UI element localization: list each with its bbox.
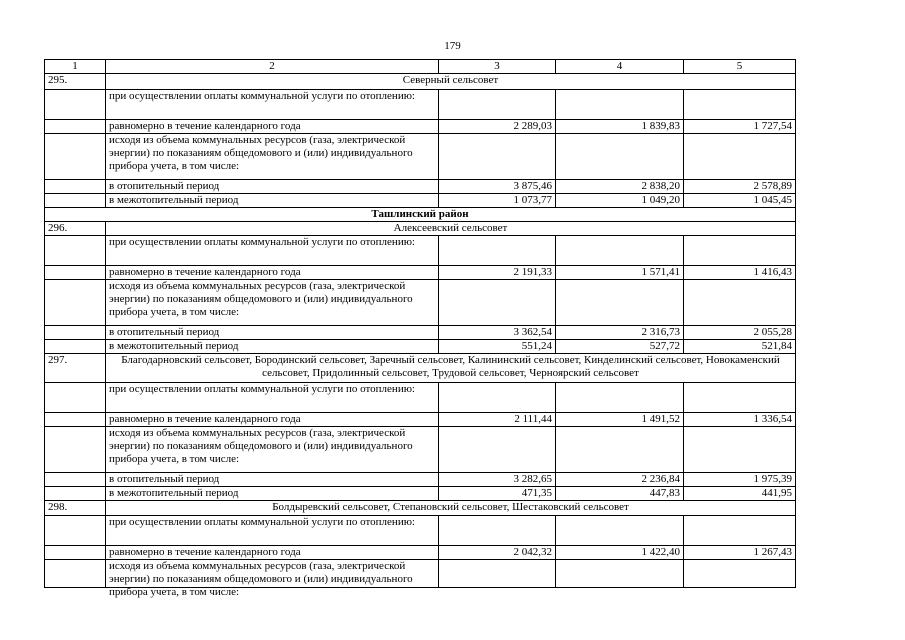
value-col-5: 1 045,45 [684,194,796,208]
value-col-4: 2 236,84 [556,473,684,487]
value-col-5: 1 267,43 [684,546,796,560]
interheating-period-label: в межотопительный период [106,340,439,354]
settlement-row [45,222,796,236]
value-col-5: 2 578,89 [684,180,796,194]
meter-label: исходя из объема коммунальных ресурсов (газа, электрической энергии) по показаниям общедомового и (или) индивидуального прибора учета, в том числе: [106,280,439,326]
table-row [45,120,796,134]
header-col-4: 4 [556,60,684,74]
value-col-3: 471,35 [439,487,556,501]
value-col-4: 1 422,40 [556,546,684,560]
header-col-2: 2 [106,60,439,74]
evenly-label: равномерно в течение календарного года [106,546,439,560]
heating-period-label: в отопительный период [106,326,439,340]
region-name: Ташлинский район [45,208,796,222]
heating-payment-label: при осуществлении оплаты коммунальной услуги по отоплению: [106,236,439,266]
table-row [45,236,796,266]
value-col-3: 2 191,33 [439,266,556,280]
region-row [45,208,796,222]
tariff-table [44,59,796,598]
table-row [45,546,796,560]
row-number: 298. [45,501,106,516]
heating-payment-label: при осуществлении оплаты коммунальной услуги по отоплению: [106,383,439,413]
table-header-row [45,60,796,74]
heating-period-label: в отопительный период [106,473,439,487]
value-col-3: 2 289,03 [439,120,556,134]
evenly-label: равномерно в течение календарного года [106,266,439,280]
settlement-row [45,501,796,516]
value-col-4: 2 838,20 [556,180,684,194]
value-col-5: 1 336,54 [684,413,796,427]
table-row [45,180,796,194]
heating-payment-label: при осуществлении оплаты коммунальной услуги по отоплению: [106,90,439,120]
value-col-5: 1 975,39 [684,473,796,487]
table-row [45,473,796,487]
value-col-5: 441,95 [684,487,796,501]
value-col-3: 551,24 [439,340,556,354]
heating-period-label: в отопительный период [106,180,439,194]
meter-label: исходя из объема коммунальных ресурсов (газа, электрической энергии) по показаниям общедомового и (или) индивидуального прибора учета, в том числе: [109,560,413,598]
table-row [45,266,796,280]
row-number: 296. [45,222,106,236]
value-col-3: 1 073,77 [439,194,556,208]
value-col-4: 2 316,73 [556,326,684,340]
header-col-3: 3 [439,60,556,74]
table-row [45,340,796,354]
value-col-3: 3 282,65 [439,473,556,487]
settlement-row [45,354,796,383]
table-row [45,427,796,473]
table-row [45,560,796,588]
table-row [45,516,796,546]
table-row [45,280,796,326]
heating-payment-label: при осуществлении оплаты коммунальной услуги по отоплению: [106,516,439,546]
table-row [45,326,796,340]
value-col-4: 1 571,41 [556,266,684,280]
header-col-1: 1 [45,60,106,74]
value-col-5: 2 055,28 [684,326,796,340]
settlement-name: Алексеевский сельсовет [106,222,796,236]
value-col-4: 1 491,52 [556,413,684,427]
header-col-5: 5 [684,60,796,74]
value-col-3: 3 875,46 [439,180,556,194]
value-col-5: 521,84 [684,340,796,354]
meter-label: исходя из объема коммунальных ресурсов (газа, электрической энергии) по показаниям общедомового и (или) индивидуального прибора учета, в том числе: [106,134,439,180]
settlement-name: Благодарновский сельсовет, Бородинский сельсовет, Заречный сельсовет, Калининский сельсовет, Кинделинский сельсовет, Новокаменский сельсовет, Придолинный сельсовет, Трудовой сельсовет, Черноярский сельсовет [106,354,796,383]
evenly-label: равномерно в течение календарного года [106,413,439,427]
interheating-period-label: в межотопительный период [106,194,439,208]
meter-label: исходя из объема коммунальных ресурсов (газа, электрической энергии) по показаниям общедомового и (или) индивидуального прибора учета, в том числе: [106,427,439,473]
evenly-label: равномерно в течение календарного года [106,120,439,134]
value-col-5: 1 416,43 [684,266,796,280]
value-col-5: 1 727,54 [684,120,796,134]
row-number: 295. [45,74,106,90]
settlement-name: Северный сельсовет [106,74,796,90]
interheating-period-label: в межотопительный период [106,487,439,501]
table-row [45,134,796,180]
settlement-row [45,74,796,90]
table-row [45,383,796,413]
value-col-4: 527,72 [556,340,684,354]
table-row [45,194,796,208]
value-col-4: 1 839,83 [556,120,684,134]
table-row [45,413,796,427]
value-col-4: 1 049,20 [556,194,684,208]
value-col-3: 2 111,44 [439,413,556,427]
table-row [45,487,796,501]
page-number: 179 [444,40,461,52]
value-col-3: 2 042,32 [439,546,556,560]
settlement-name: Болдыревский сельсовет, Степановский сельсовет, Шестаковский сельсовет [106,501,796,516]
value-col-4: 447,83 [556,487,684,501]
table-row [45,90,796,120]
row-number: 297. [45,354,106,383]
value-col-3: 3 362,54 [439,326,556,340]
